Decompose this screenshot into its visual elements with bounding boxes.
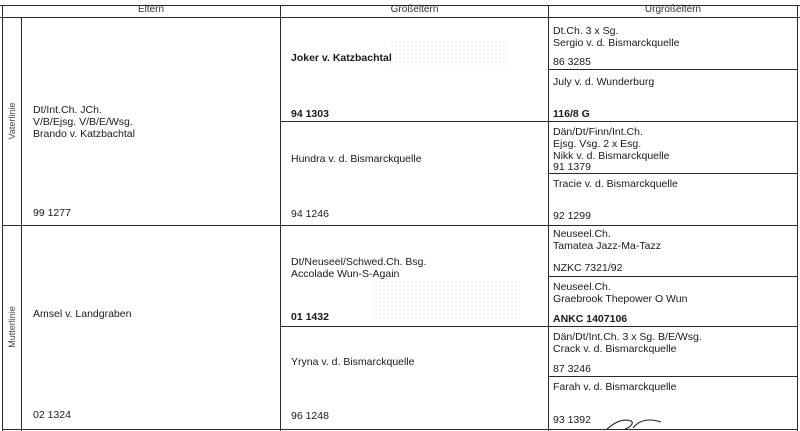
father-titles-1: Dt/Int.Ch. JCh. (33, 104, 102, 116)
header-urgrosseltern: Urgroßeltern (644, 4, 702, 15)
line-divider (2, 225, 798, 226)
grandparent-name: Yryna v. d. Bismarckquelle (291, 356, 415, 368)
ggp-name: Crack v. d. Bismarckquelle (553, 343, 677, 355)
scan-noise (370, 280, 520, 320)
header-divider (0, 17, 800, 18)
ggp-name: Sergio v. d. Bismarckquelle (553, 37, 680, 49)
ggp-reg: 92 1299 (553, 210, 591, 222)
side-label-mutterlinie: Mutterlinie (7, 306, 17, 348)
father-name: Brando v. Katzbachtal (33, 128, 135, 140)
signature-scribble (605, 416, 665, 431)
header-grosseltern: Großeltern (390, 4, 439, 15)
ggp-reg: 91 1379 (553, 161, 591, 173)
ggp-divider-3 (548, 173, 798, 174)
ggp-reg: 116/8 G (553, 108, 590, 120)
ggp-reg: ANKC 1407106 (553, 313, 628, 325)
father-titles-2: V/B/Ejsg. V/B/E/Wsg. (33, 116, 133, 128)
father-reg: 99 1277 (33, 207, 71, 219)
grandparent-divider-2 (280, 326, 548, 327)
bottom-border (2, 429, 798, 430)
ggp-titles: Ejsg. Vsg. 2 x Esg. (553, 138, 642, 150)
ggp-divider-1 (548, 69, 798, 70)
ggp-divider-5 (548, 326, 798, 327)
ggp-divider-4 (548, 276, 798, 277)
ggp-name: Tracie v. d. Bismarckquelle (553, 178, 678, 190)
grandparent-reg: 94 1303 (291, 108, 329, 120)
mother-reg: 02 1324 (33, 409, 71, 421)
column-divider-1 (280, 5, 281, 431)
ggp-titles: Neuseel.Ch. (553, 228, 611, 240)
ggp-reg: 86 3285 (553, 56, 591, 68)
side-label-vaterlinie: Vaterlinie (7, 102, 17, 140)
grandparent-reg: 94 1246 (291, 208, 329, 220)
side-column-divider (21, 17, 22, 431)
ggp-titles: Dt.Ch. 3 x Sg. (553, 25, 619, 37)
header-eltern: Eltern (137, 4, 165, 15)
ggp-titles: Dän/Dt/Int.Ch. 3 x Sg. B/E/Wsg. (553, 331, 702, 343)
ggp-name: Farah v. d. Bismarckquelle (553, 381, 677, 393)
mother-name: Amsel v. Landgraben (33, 308, 132, 320)
ggp-name: Graebrook Thepower O Wun (553, 293, 688, 305)
grandparent-name: Accolade Wun-S-Again (291, 268, 400, 280)
scan-noise (390, 40, 510, 70)
ggp-divider-6 (548, 376, 798, 377)
ggp-reg: 93 1392 (553, 414, 591, 426)
ggp-reg: NZKC 7321/92 (553, 262, 623, 274)
ggp-name: Nikk v. d. Bismarckquelle (553, 150, 670, 162)
left-border (2, 5, 3, 431)
grandparent-reg: 01 1432 (291, 311, 329, 323)
ggp-name: Tamatea Jazz-Ma-Tazz (553, 240, 661, 252)
ggp-name: July v. d. Wunderburg (553, 76, 655, 88)
grandparent-name: Joker v. Katzbachtal (291, 52, 392, 64)
ggp-titles: Dän/Dt/Finn/Int.Ch. (553, 126, 643, 138)
ggp-reg: 87 3246 (553, 363, 591, 375)
grandparent-reg: 96 1248 (291, 410, 329, 422)
grandparent-divider-1 (280, 121, 548, 122)
grandparent-titles: Dt/Neuseel/Schwed.Ch. Bsg. (291, 256, 427, 268)
ggp-titles: Neuseel.Ch. (553, 281, 611, 293)
ggp-divider-2 (548, 121, 798, 122)
grandparent-name: Hundra v. d. Bismarckquelle (291, 153, 422, 165)
